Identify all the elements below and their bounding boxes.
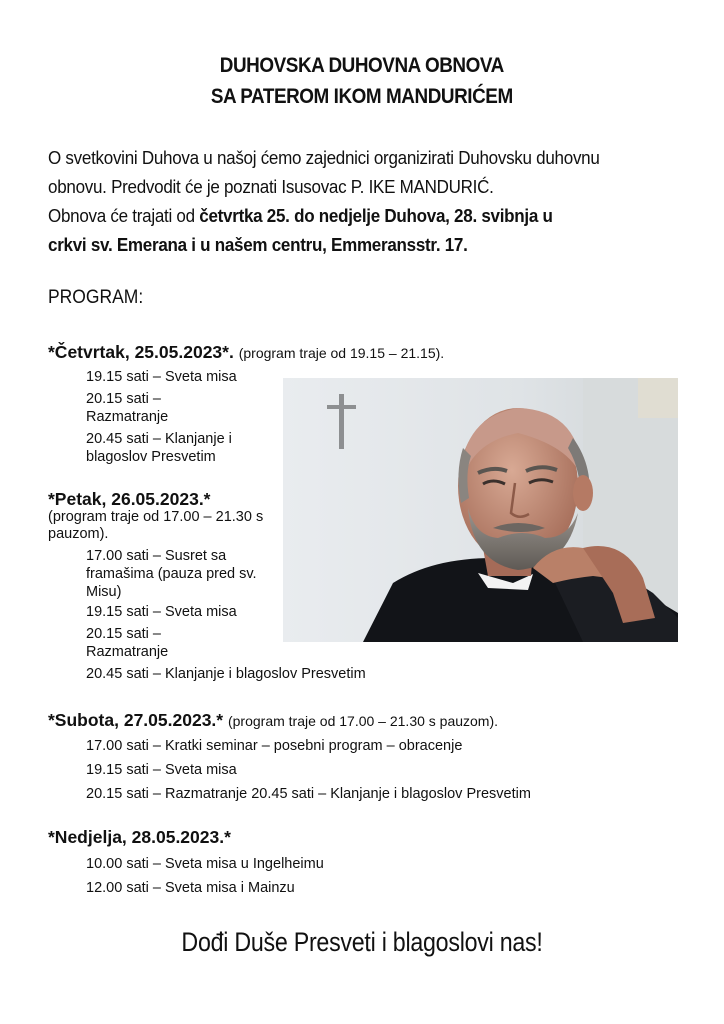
program-label: PROGRAM:	[48, 287, 144, 308]
saturday-item-2: 19.15 sati – Sveta misa	[86, 762, 237, 778]
intro-line-3-normal: Obnova će trajati od	[48, 205, 200, 226]
sunday-heading: *Nedjelja, 28.05.2023.*	[48, 827, 231, 847]
thursday-note: (program traje od 19.15 – 21.15).	[238, 345, 445, 361]
thursday-head: *Četvrtak, 25.05.2023*.	[48, 342, 234, 362]
intro-line-3	[48, 201, 692, 230]
intro-line-4-bold: crkvi sv. Emerana i u našem centru, Emmeransstr. 17.	[48, 234, 468, 255]
title-line-1: DUHOVSKA DUHOVNA OBNOVA	[219, 54, 504, 77]
sunday-item-1: 10.00 sati – Sveta misa u Ingelheimu	[86, 856, 324, 872]
saturday-note: (program traje od 17.00 – 21.30 s pauzom).	[227, 713, 499, 729]
saturday-heading	[48, 710, 498, 731]
friday-heading: *Petak, 26.05.2023.*	[48, 489, 211, 509]
saturday-item-3: 20.15 sati – Razmatranje 20.45 sati – Klanjanje i blagoslov Presvetim	[86, 786, 531, 802]
sunday-item-2: 12.00 sati – Sveta misa i Mainzu	[86, 880, 295, 896]
thursday-item-3: 20.45 sati – Klanjanje i blagoslov Presvetim	[86, 431, 232, 465]
friday-item-2: 19.15 sati – Sveta misa	[86, 604, 237, 620]
page-title	[36, 50, 688, 112]
intro-paragraph	[48, 143, 692, 259]
thursday-item-1: 19.15 sati – Sveta misa	[86, 369, 237, 385]
friday-note: (program traje od 17.00 – 21.30 s pauzom).	[48, 509, 264, 542]
friday-item-4: 20.45 sati – Klanjanje i blagoslov Presvetim	[86, 666, 366, 682]
priest-photo	[283, 378, 678, 642]
intro-line-3-bold: četvrtka 25. do nedjelje Duhova, 28. svibnja u	[199, 205, 553, 226]
saturday-head: *Subota, 27.05.2023.*	[48, 710, 224, 730]
title-line-2: SA PATEROM IKOM MANDURIĆEM	[210, 85, 513, 108]
saturday-item-1: 17.00 sati – Kratki seminar – posebni program – obracenje	[86, 738, 463, 754]
intro-line-4	[48, 230, 692, 259]
thursday-heading	[48, 342, 444, 363]
intro-line-2: obnovu. Predvodit će je poznati Isusovac P. IKE MANDURIĆ.	[48, 176, 494, 197]
friday-item-1: 17.00 sati – Susret sa framašima (pauza pred sv. Misu)	[86, 548, 257, 600]
friday-item-3: 20.15 sati – Razmatranje	[86, 626, 169, 660]
intro-line-1: O svetkovini Duhova u našoj ćemo zajednici organizirati Duhovsku duhovnu	[48, 147, 600, 168]
closing-line: Dođi Duše Presveti i blagoslovi nas!	[181, 927, 543, 957]
thursday-item-2: 20.15 sati – Razmatranje	[86, 391, 169, 425]
